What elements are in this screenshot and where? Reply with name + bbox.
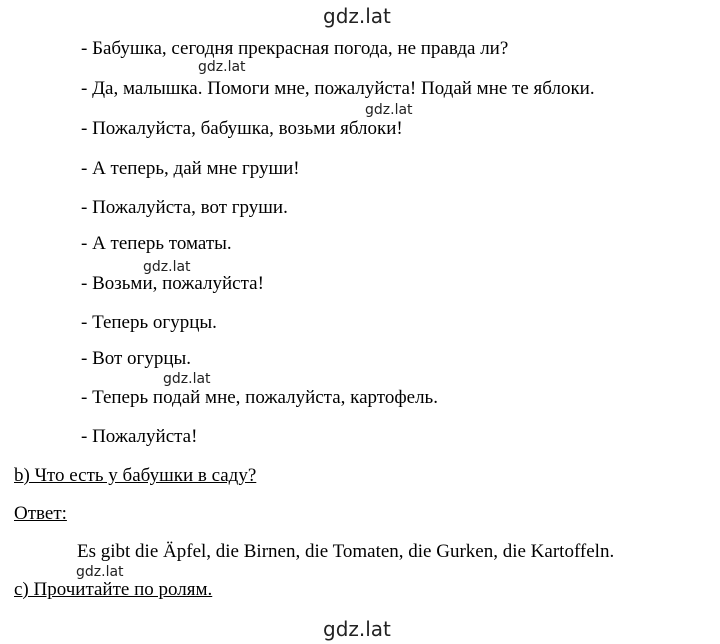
dialogue-line: - Бабушка, сегодня прекрасная погода, не правда ли?	[81, 38, 509, 59]
dialogue-line: - Вот огурцы.	[81, 348, 192, 369]
dialogue-line: - Теперь огурцы.	[81, 312, 217, 333]
watermark: gdz.lat	[323, 617, 391, 641]
watermark: gdz.lat	[365, 102, 413, 118]
dialogue-line: - Пожалуйста!	[81, 426, 198, 447]
answer-text: Es gibt die Äpfel, die Birnen, die Tomaten, die Gurken, die Kartoffeln.	[77, 541, 615, 562]
section-b-heading: b) Что есть у бабушки в саду?	[14, 465, 257, 486]
dialogue-line: - А теперь, дай мне груши!	[81, 158, 300, 179]
watermark: gdz.lat	[163, 371, 211, 387]
dialogue-line: - Пожалуйста, бабушка, возьми яблоки!	[81, 118, 403, 139]
section-c-heading: c) Прочитайте по ролям.	[14, 579, 213, 600]
watermark: gdz.lat	[323, 4, 391, 28]
answer-label: Ответ:	[14, 503, 67, 524]
dialogue-line: - А теперь томаты.	[81, 233, 232, 254]
watermark: gdz.lat	[143, 259, 191, 275]
watermark: gdz.lat	[76, 564, 124, 580]
dialogue-line: - Возьми, пожалуйста!	[81, 273, 264, 294]
watermark: gdz.lat	[198, 59, 246, 75]
dialogue-line: - Теперь подай мне, пожалуйста, картофель.	[81, 387, 438, 408]
dialogue-line: - Да, малышка. Помоги мне, пожалуйста! Подай мне те яблоки.	[81, 78, 595, 99]
dialogue-line: - Пожалуйста, вот груши.	[81, 197, 288, 218]
